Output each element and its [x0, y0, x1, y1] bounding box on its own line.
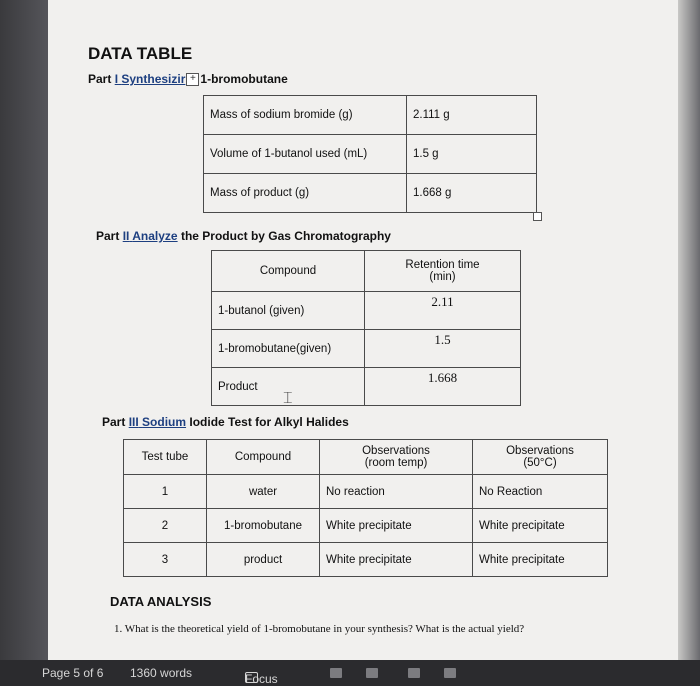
- table-row: [204, 135, 537, 174]
- table-cell[interactable]: 1.5 g: [407, 135, 537, 174]
- table-cell[interactable]: 2.11: [365, 292, 521, 330]
- page-title: DATA TABLE: [88, 44, 193, 63]
- table-row: [124, 475, 608, 509]
- table-resize-handle[interactable]: [533, 212, 542, 221]
- table-header-cell[interactable]: Observations (50°C): [473, 440, 608, 475]
- mass-table[interactable]: [203, 95, 537, 213]
- table-cell[interactable]: 2: [124, 509, 207, 543]
- table-row: [212, 368, 521, 406]
- table-cell[interactable]: White precipitate: [320, 509, 473, 543]
- part1-heading: Part I Synthesizir + 1-bromobutane: [88, 72, 288, 86]
- part3-heading: Part III Sodium Iodide Test for Alkyl Halides: [102, 415, 349, 429]
- web-layout-icon[interactable]: [366, 668, 378, 678]
- table-cell[interactable]: 1-butanol (given): [212, 292, 365, 330]
- table-header-cell[interactable]: Retention time (min): [365, 251, 521, 292]
- table-cell[interactable]: Mass of sodium bromide (g): [204, 96, 407, 135]
- table-row: [212, 251, 521, 292]
- gc-table[interactable]: [211, 250, 521, 406]
- table-row: [204, 96, 537, 135]
- table-cell[interactable]: 1.668: [365, 368, 521, 406]
- table-cell[interactable]: Volume of 1-butanol used (mL): [204, 135, 407, 174]
- table-cell[interactable]: White precipitate: [473, 509, 608, 543]
- table-row: [204, 174, 537, 213]
- page-count[interactable]: Page 5 of 6: [42, 666, 104, 680]
- part2-heading: Part II Analyze the Product by Gas Chromatography: [96, 229, 391, 243]
- status-bar: Page 5 of 6 1360 words Focus: [0, 660, 700, 686]
- draft-view-icon[interactable]: [444, 668, 456, 678]
- text-cursor-icon: ⌶: [283, 390, 293, 407]
- table-cell[interactable]: 1-bromobutane: [207, 509, 320, 543]
- table-row: [212, 292, 521, 330]
- outline-view-icon[interactable]: [408, 668, 420, 678]
- table-cell[interactable]: water: [207, 475, 320, 509]
- table-cell[interactable]: product: [207, 543, 320, 577]
- table-cell[interactable]: Mass of product (g): [204, 174, 407, 213]
- print-layout-icon[interactable]: [330, 668, 342, 678]
- table-cell[interactable]: 1.5: [365, 330, 521, 368]
- table-row: [212, 330, 521, 368]
- table-row: [124, 440, 608, 475]
- table-header-cell[interactable]: Compound: [207, 440, 320, 475]
- table-header-cell[interactable]: Compound: [212, 251, 365, 292]
- background-edge: [0, 0, 48, 660]
- table-cell[interactable]: 1.668 g: [407, 174, 537, 213]
- table-cell[interactable]: Product: [212, 368, 365, 406]
- table-cell[interactable]: 1-bromobutane(given): [212, 330, 365, 368]
- table-header-cell[interactable]: Observations (room temp): [320, 440, 473, 475]
- page-shadow: [678, 0, 700, 660]
- table-cell[interactable]: 3: [124, 543, 207, 577]
- table-cell[interactable]: 2.111 g: [407, 96, 537, 135]
- table-cell[interactable]: 1: [124, 475, 207, 509]
- iodide-test-table[interactable]: [123, 439, 608, 577]
- data-analysis-heading: DATA ANALYSIS: [110, 594, 212, 609]
- table-cell[interactable]: No reaction: [320, 475, 473, 509]
- table-cell[interactable]: No Reaction: [473, 475, 608, 509]
- question-1: 1. What is the theoretical yield of 1-bromobutane in your synthesis? What is the actual yield?: [114, 623, 525, 635]
- table-cell[interactable]: White precipitate: [320, 543, 473, 577]
- word-count[interactable]: 1360 words: [130, 666, 193, 680]
- table-row: [124, 543, 608, 577]
- table-header-cell[interactable]: Test tube: [124, 440, 207, 475]
- table-cell[interactable]: White precipitate: [473, 543, 608, 577]
- table-row: [124, 509, 608, 543]
- table-move-icon[interactable]: +: [186, 73, 199, 86]
